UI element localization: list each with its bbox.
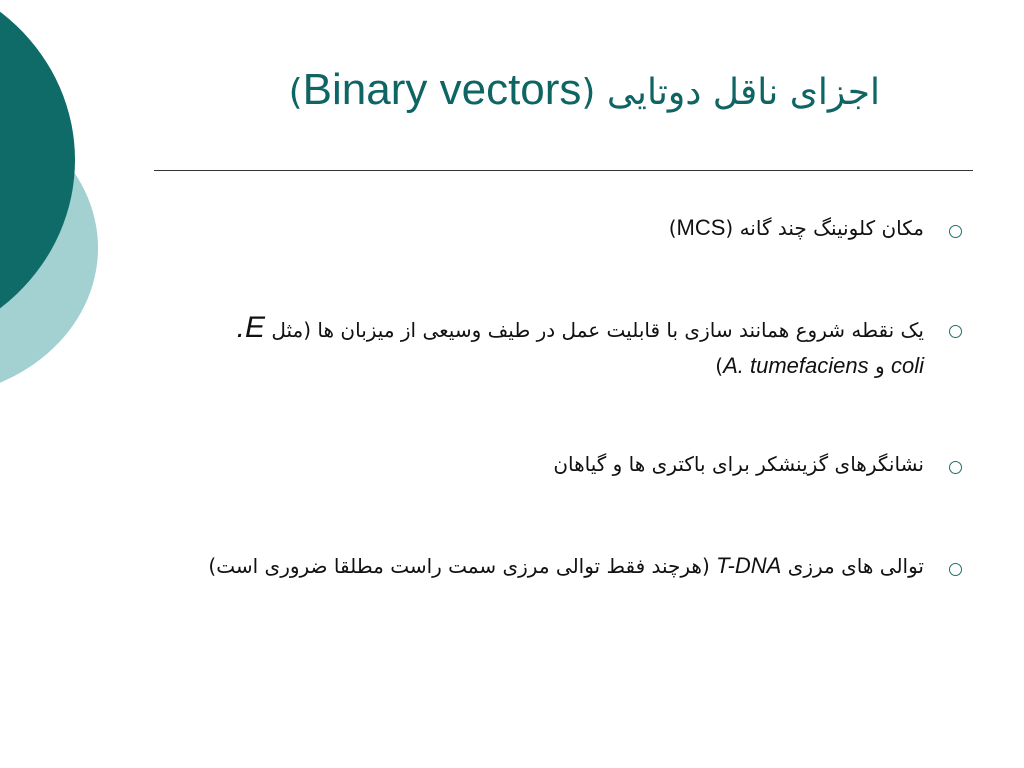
title-english: Binary vectors (302, 65, 582, 114)
title-persian: اجزای ناقل دوتایی (606, 72, 880, 113)
ecoli-species: coli (890, 353, 924, 378)
item-text: توالی های مرزی (787, 554, 924, 578)
title-divider (154, 170, 973, 171)
tdna-label: T-DNA (716, 553, 782, 578)
item-text: نشانگرهای گزینشکر برای باکتری ها و گیاهان (553, 452, 924, 476)
bullet-icon (949, 563, 962, 576)
list-item-mcs: مکان کلونینگ چند گانه (MCS) (668, 215, 924, 240)
item-text: یک نقطه شروع همانند سازی با قابلیت عمل در طیف وسیعی از میزبان ها (مثل (271, 318, 924, 342)
list-item-markers (553, 446, 924, 482)
list-item-origin: یک نقطه شروع همانند سازی با قابلیت عمل در طیف وسیعی از میزبان ها (مثل E. coli و A. tumefaciens) (236, 311, 924, 378)
list-item-tdna (208, 548, 924, 584)
slide-title: اجزای ناقل دوتایی (Binary vectors) (288, 65, 880, 114)
agrobacterium-name: A. tumefaciens (723, 353, 869, 378)
bullet-icon (949, 461, 962, 474)
bullet-icon (949, 325, 962, 338)
ecoli-genus: E. (236, 311, 265, 344)
bullet-icon (949, 225, 962, 238)
item-text-after: (هرچند فقط توالی مرزی سمت راست مطلقا ضروری است) (208, 554, 710, 578)
conjunction: و (874, 354, 885, 378)
item-text: مکان کلونینگ چند گانه (739, 216, 924, 240)
mcs-abbrev: MCS (676, 215, 726, 240)
